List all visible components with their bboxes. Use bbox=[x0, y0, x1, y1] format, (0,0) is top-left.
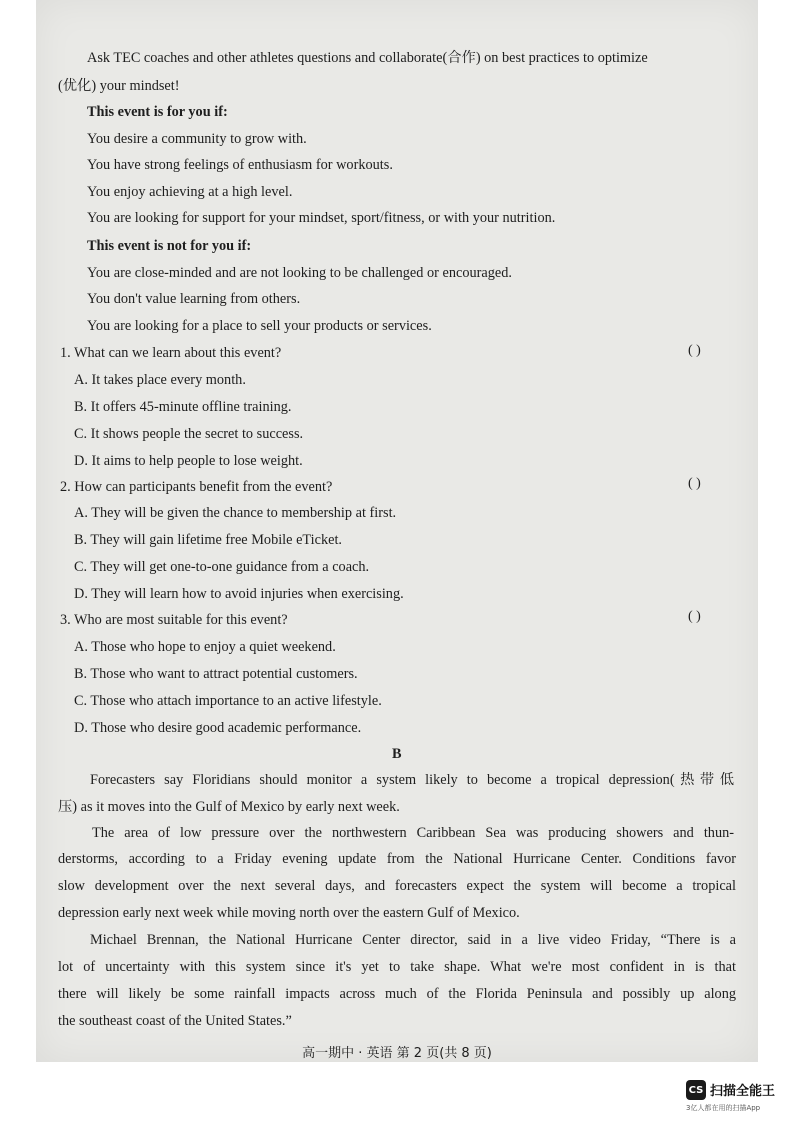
passage-b-paragraph-3-line: there will likely be some rainfall impacts across much of the Florida Peninsula and possibly up along bbox=[58, 986, 736, 1002]
question-2-stem: 2. How can participants benefit from the event? bbox=[60, 479, 333, 495]
passage-b-paragraph-2-line: depression early next week while moving north over the eastern Gulf of Mexico. bbox=[58, 905, 520, 921]
page-footer: 高一期中 · 英语 第 2 页(共 8 页) bbox=[302, 1046, 492, 1061]
passage-b-paragraph-2-line: The area of low pressure over the northwestern Caribbean Sea was producing showers and thun- bbox=[92, 825, 734, 841]
passage-b-paragraph-1-line: Forecasters say Floridians should monitor a system likely to become a tropical depression(热带低 bbox=[90, 772, 734, 788]
passage-b-paragraph-3-line: Michael Brennan, the National Hurricane Center director, said in a live video Friday, “There is a bbox=[90, 932, 736, 948]
passage-b-paragraph-1-line: 压) as it moves into the Gulf of Mexico by early next week. bbox=[58, 799, 400, 815]
intro-line-1: Ask TEC coaches and other athletes questions and collaborate(合作) on best practices to optimize bbox=[87, 50, 648, 66]
not-for-you-item: You are close-minded and are not looking to be challenged or encouraged. bbox=[87, 265, 512, 281]
question-3-option-a: A. Those who hope to enjoy a quiet weekend. bbox=[74, 639, 336, 655]
question-1-option-d: D. It aims to help people to lose weight. bbox=[74, 453, 303, 469]
passage-b-paragraph-2-line: slow development over the next several days, and forecasters expect the system will become a tropical bbox=[58, 878, 736, 894]
intro-line-2: (优化) your mindset! bbox=[58, 78, 180, 94]
question-1-stem: 1. What can we learn about this event? bbox=[60, 345, 282, 361]
for-you-item: You desire a community to grow with. bbox=[87, 131, 307, 147]
passage-b-paragraph-2-line: derstorms, according to a Friday evening update from the National Hurricane Center. Conditions favor bbox=[58, 851, 736, 867]
question-1-option-b: B. It offers 45-minute offline training. bbox=[74, 399, 292, 415]
question-2-answer-bracket: ( ) bbox=[688, 476, 701, 491]
question-3-option-c: C. Those who attach importance to an active lifestyle. bbox=[74, 693, 382, 709]
question-2-option-a: A. They will be given the chance to membership at first. bbox=[74, 505, 397, 521]
question-1-answer-bracket: ( ) bbox=[688, 343, 701, 358]
question-1-option-a: A. It takes place every month. bbox=[74, 372, 246, 388]
for-you-item: You have strong feelings of enthusiasm for workouts. bbox=[87, 157, 393, 173]
camscanner-logo-icon: CS bbox=[686, 1080, 706, 1100]
not-for-you-item: You don't value learning from others. bbox=[87, 291, 301, 307]
question-2-option-b: B. They will gain lifetime free Mobile eTicket. bbox=[74, 532, 343, 548]
question-3-option-b: B. Those who want to attract potential customers. bbox=[74, 666, 358, 682]
not-for-you-item: You are looking for a place to sell your products or services. bbox=[87, 318, 432, 334]
passage-b-paragraph-3-line: the southeast coast of the United States.” bbox=[58, 1013, 292, 1029]
scanner-app-name: 扫描全能王 bbox=[710, 1084, 776, 1099]
question-3-answer-bracket: ( ) bbox=[688, 609, 701, 624]
section-b-label: B bbox=[392, 746, 402, 762]
not-for-you-heading: This event is not for you if: bbox=[87, 238, 252, 254]
for-you-heading: This event is for you if: bbox=[87, 104, 228, 120]
for-you-item: You are looking for support for your mindset, sport/fitness, or with your nutrition. bbox=[87, 210, 556, 226]
question-3-option-d: D. Those who desire good academic performance. bbox=[74, 720, 362, 736]
question-2-option-d: D. They will learn how to avoid injuries when exercising. bbox=[74, 586, 404, 602]
for-you-item: You enjoy achieving at a high level. bbox=[87, 184, 293, 200]
question-3-stem: 3. Who are most suitable for this event? bbox=[60, 612, 288, 628]
scanner-app-tagline: 3亿人都在用的扫描App bbox=[686, 1104, 761, 1112]
question-1-option-c: C. It shows people the secret to success. bbox=[74, 426, 304, 442]
question-2-option-c: C. They will get one-to-one guidance from a coach. bbox=[74, 559, 370, 575]
passage-b-paragraph-3-line: lot of uncertainty with this system since it's yet to take shape. What we're most confident in is that bbox=[58, 959, 736, 975]
